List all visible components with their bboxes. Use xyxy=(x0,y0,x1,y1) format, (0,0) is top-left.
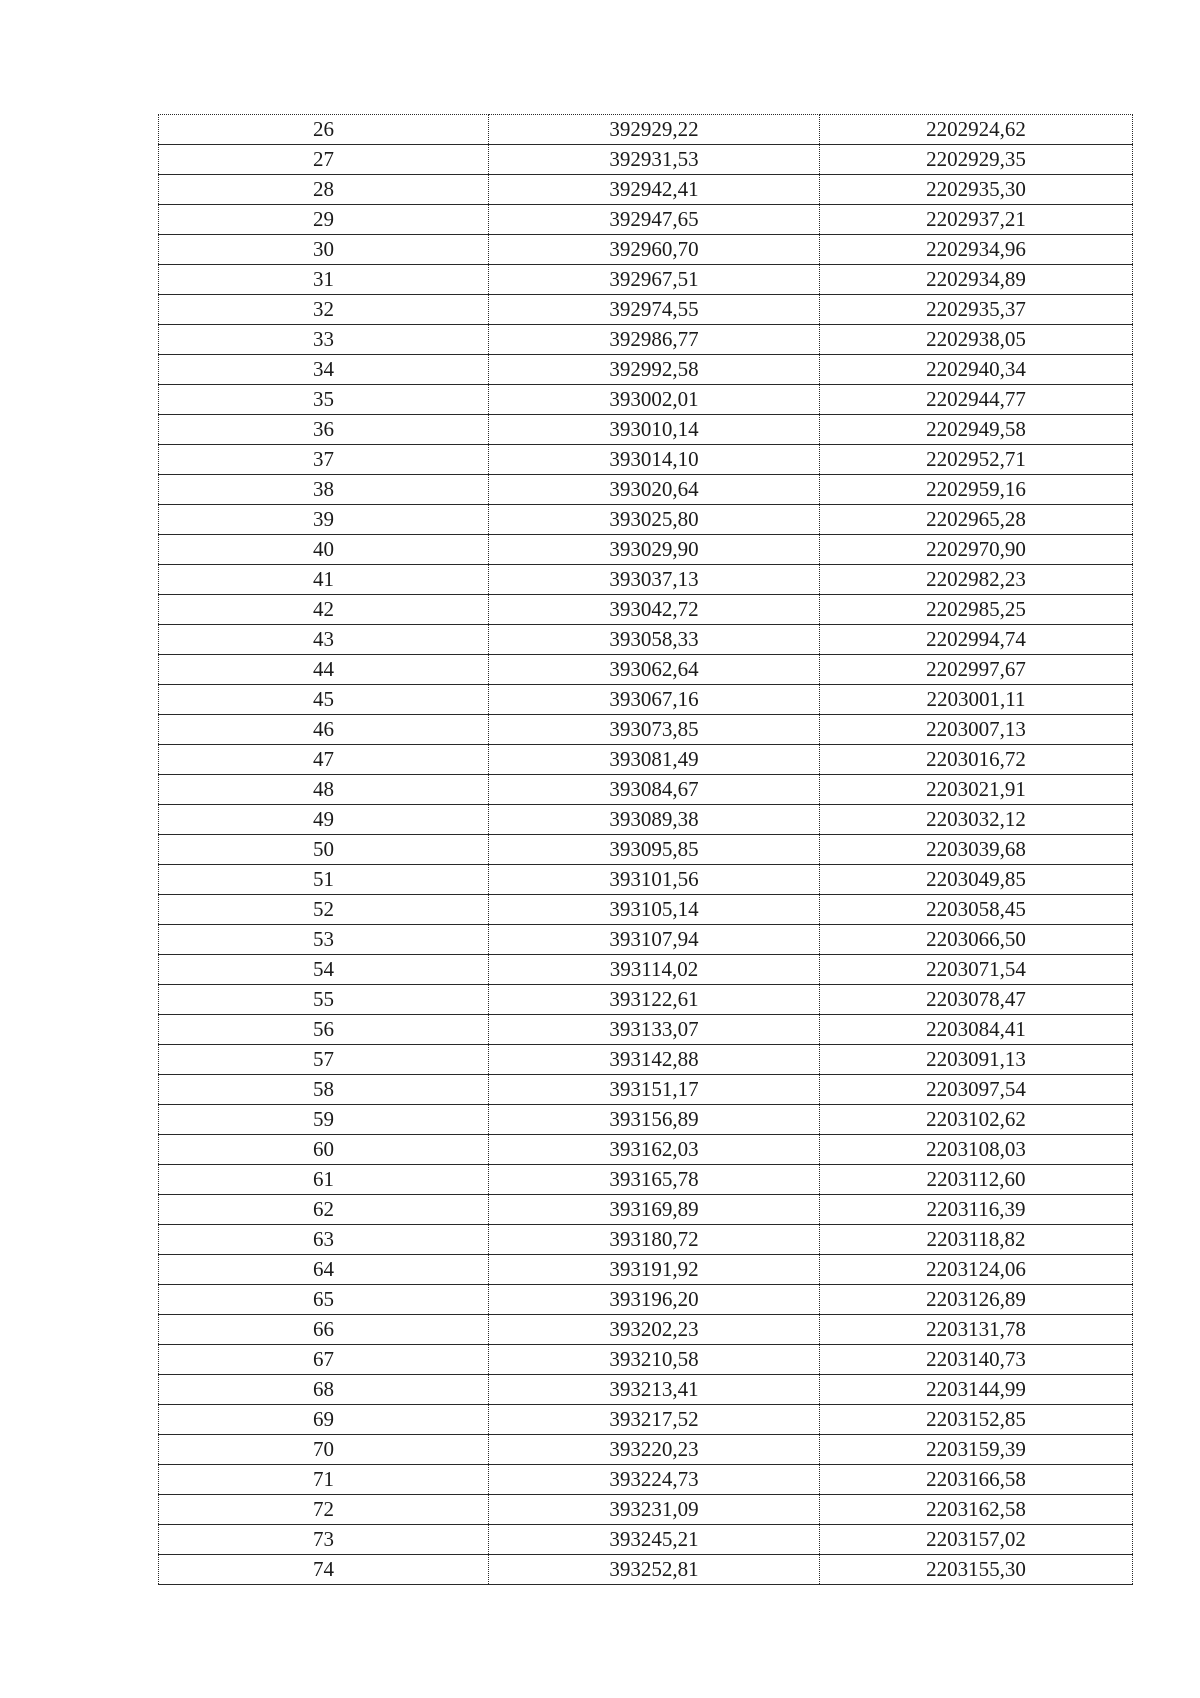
table-row xyxy=(159,175,1133,205)
y-coordinate-cell: 2203162,58 xyxy=(820,1495,1133,1525)
x-coordinate-cell: 393210,58 xyxy=(489,1345,820,1375)
point-number-cell: 30 xyxy=(159,235,489,265)
table-row xyxy=(159,805,1133,835)
table-row xyxy=(159,295,1133,325)
x-coordinate-cell: 393105,14 xyxy=(489,895,820,925)
table-row xyxy=(159,1075,1133,1105)
table-row xyxy=(159,745,1133,775)
table-row xyxy=(159,1495,1133,1525)
x-coordinate-cell: 393037,13 xyxy=(489,565,820,595)
y-coordinate-cell: 2203112,60 xyxy=(820,1165,1133,1195)
y-coordinate-cell: 2203124,06 xyxy=(820,1255,1133,1285)
table-row xyxy=(159,835,1133,865)
point-number-cell: 67 xyxy=(159,1345,489,1375)
x-coordinate-cell: 393156,89 xyxy=(489,1105,820,1135)
x-coordinate-cell: 393062,64 xyxy=(489,655,820,685)
point-number-cell: 37 xyxy=(159,445,489,475)
table-row xyxy=(159,655,1133,685)
x-coordinate-cell: 393020,64 xyxy=(489,475,820,505)
table-row xyxy=(159,385,1133,415)
table-row xyxy=(159,1345,1133,1375)
table-row xyxy=(159,1165,1133,1195)
table-row xyxy=(159,1315,1133,1345)
point-number-cell: 64 xyxy=(159,1255,489,1285)
point-number-cell: 69 xyxy=(159,1405,489,1435)
point-number-cell: 29 xyxy=(159,205,489,235)
y-coordinate-cell: 2202935,30 xyxy=(820,175,1133,205)
x-coordinate-cell: 393058,33 xyxy=(489,625,820,655)
x-coordinate-cell: 393220,23 xyxy=(489,1435,820,1465)
table-row xyxy=(159,1105,1133,1135)
table-row xyxy=(159,775,1133,805)
table-row xyxy=(159,595,1133,625)
x-coordinate-cell: 392960,70 xyxy=(489,235,820,265)
x-coordinate-cell: 393217,52 xyxy=(489,1405,820,1435)
y-coordinate-cell: 2203058,45 xyxy=(820,895,1133,925)
y-coordinate-cell: 2203021,91 xyxy=(820,775,1133,805)
x-coordinate-cell: 393162,03 xyxy=(489,1135,820,1165)
x-coordinate-cell: 393202,23 xyxy=(489,1315,820,1345)
x-coordinate-cell: 393114,02 xyxy=(489,955,820,985)
y-coordinate-cell: 2203097,54 xyxy=(820,1075,1133,1105)
table-row xyxy=(159,235,1133,265)
y-coordinate-cell: 2202959,16 xyxy=(820,475,1133,505)
point-number-cell: 34 xyxy=(159,355,489,385)
table-row xyxy=(159,625,1133,655)
point-number-cell: 62 xyxy=(159,1195,489,1225)
x-coordinate-cell: 392931,53 xyxy=(489,145,820,175)
y-coordinate-cell: 2203066,50 xyxy=(820,925,1133,955)
x-coordinate-cell: 392967,51 xyxy=(489,265,820,295)
y-coordinate-cell: 2203071,54 xyxy=(820,955,1133,985)
x-coordinate-cell: 393095,85 xyxy=(489,835,820,865)
y-coordinate-cell: 2203007,13 xyxy=(820,715,1133,745)
x-coordinate-cell: 393224,73 xyxy=(489,1465,820,1495)
table-row xyxy=(159,265,1133,295)
y-coordinate-cell: 2202935,37 xyxy=(820,295,1133,325)
coordinates-table xyxy=(158,114,1133,1585)
point-number-cell: 49 xyxy=(159,805,489,835)
table-row xyxy=(159,985,1133,1015)
table-row xyxy=(159,715,1133,745)
y-coordinate-cell: 2203118,82 xyxy=(820,1225,1133,1255)
point-number-cell: 72 xyxy=(159,1495,489,1525)
y-coordinate-cell: 2203078,47 xyxy=(820,985,1133,1015)
x-coordinate-cell: 393165,78 xyxy=(489,1165,820,1195)
point-number-cell: 59 xyxy=(159,1105,489,1135)
point-number-cell: 32 xyxy=(159,295,489,325)
y-coordinate-cell: 2203157,02 xyxy=(820,1525,1133,1555)
y-coordinate-cell: 2202938,05 xyxy=(820,325,1133,355)
y-coordinate-cell: 2202940,34 xyxy=(820,355,1133,385)
table-row xyxy=(159,865,1133,895)
table-row xyxy=(159,955,1133,985)
x-coordinate-cell: 393169,89 xyxy=(489,1195,820,1225)
y-coordinate-cell: 2203016,72 xyxy=(820,745,1133,775)
point-number-cell: 45 xyxy=(159,685,489,715)
table-row xyxy=(159,1525,1133,1555)
table-row xyxy=(159,685,1133,715)
x-coordinate-cell: 393067,16 xyxy=(489,685,820,715)
point-number-cell: 44 xyxy=(159,655,489,685)
y-coordinate-cell: 2202965,28 xyxy=(820,505,1133,535)
y-coordinate-cell: 2202997,67 xyxy=(820,655,1133,685)
table-row xyxy=(159,445,1133,475)
x-coordinate-cell: 393213,41 xyxy=(489,1375,820,1405)
y-coordinate-cell: 2202949,58 xyxy=(820,415,1133,445)
coordinates-table-body xyxy=(159,115,1133,1585)
point-number-cell: 54 xyxy=(159,955,489,985)
table-row xyxy=(159,115,1133,145)
table-row xyxy=(159,1225,1133,1255)
y-coordinate-cell: 2203108,03 xyxy=(820,1135,1133,1165)
point-number-cell: 56 xyxy=(159,1015,489,1045)
point-number-cell: 50 xyxy=(159,835,489,865)
point-number-cell: 73 xyxy=(159,1525,489,1555)
y-coordinate-cell: 2202924,62 xyxy=(820,115,1133,145)
point-number-cell: 48 xyxy=(159,775,489,805)
table-row xyxy=(159,1135,1133,1165)
y-coordinate-cell: 2203166,58 xyxy=(820,1465,1133,1495)
x-coordinate-cell: 393252,81 xyxy=(489,1555,820,1585)
point-number-cell: 65 xyxy=(159,1285,489,1315)
y-coordinate-cell: 2203049,85 xyxy=(820,865,1133,895)
y-coordinate-cell: 2203159,39 xyxy=(820,1435,1133,1465)
x-coordinate-cell: 393151,17 xyxy=(489,1075,820,1105)
y-coordinate-cell: 2202970,90 xyxy=(820,535,1133,565)
y-coordinate-cell: 2203131,78 xyxy=(820,1315,1133,1345)
y-coordinate-cell: 2202934,96 xyxy=(820,235,1133,265)
x-coordinate-cell: 393191,92 xyxy=(489,1255,820,1285)
y-coordinate-cell: 2203102,62 xyxy=(820,1105,1133,1135)
x-coordinate-cell: 392942,41 xyxy=(489,175,820,205)
point-number-cell: 66 xyxy=(159,1315,489,1345)
point-number-cell: 38 xyxy=(159,475,489,505)
point-number-cell: 71 xyxy=(159,1465,489,1495)
table-row xyxy=(159,325,1133,355)
point-number-cell: 41 xyxy=(159,565,489,595)
point-number-cell: 31 xyxy=(159,265,489,295)
x-coordinate-cell: 393042,72 xyxy=(489,595,820,625)
table-row xyxy=(159,1195,1133,1225)
table-row xyxy=(159,535,1133,565)
point-number-cell: 70 xyxy=(159,1435,489,1465)
table-row xyxy=(159,205,1133,235)
x-coordinate-cell: 393025,80 xyxy=(489,505,820,535)
point-number-cell: 46 xyxy=(159,715,489,745)
table-row xyxy=(159,1375,1133,1405)
table-row xyxy=(159,1285,1133,1315)
y-coordinate-cell: 2202982,23 xyxy=(820,565,1133,595)
y-coordinate-cell: 2202985,25 xyxy=(820,595,1133,625)
y-coordinate-cell: 2202937,21 xyxy=(820,205,1133,235)
x-coordinate-cell: 393180,72 xyxy=(489,1225,820,1255)
table-row xyxy=(159,1255,1133,1285)
x-coordinate-cell: 393002,01 xyxy=(489,385,820,415)
table-row xyxy=(159,925,1133,955)
point-number-cell: 28 xyxy=(159,175,489,205)
x-coordinate-cell: 393142,88 xyxy=(489,1045,820,1075)
x-coordinate-cell: 393029,90 xyxy=(489,535,820,565)
y-coordinate-cell: 2203091,13 xyxy=(820,1045,1133,1075)
x-coordinate-cell: 393245,21 xyxy=(489,1525,820,1555)
y-coordinate-cell: 2203039,68 xyxy=(820,835,1133,865)
point-number-cell: 47 xyxy=(159,745,489,775)
y-coordinate-cell: 2202929,35 xyxy=(820,145,1133,175)
y-coordinate-cell: 2203152,85 xyxy=(820,1405,1133,1435)
x-coordinate-cell: 393231,09 xyxy=(489,1495,820,1525)
point-number-cell: 74 xyxy=(159,1555,489,1585)
table-row xyxy=(159,505,1133,535)
point-number-cell: 42 xyxy=(159,595,489,625)
y-coordinate-cell: 2203032,12 xyxy=(820,805,1133,835)
point-number-cell: 68 xyxy=(159,1375,489,1405)
table-row xyxy=(159,1465,1133,1495)
table-row xyxy=(159,1405,1133,1435)
point-number-cell: 33 xyxy=(159,325,489,355)
x-coordinate-cell: 393073,85 xyxy=(489,715,820,745)
x-coordinate-cell: 393081,49 xyxy=(489,745,820,775)
x-coordinate-cell: 393122,61 xyxy=(489,985,820,1015)
x-coordinate-cell: 392992,58 xyxy=(489,355,820,385)
y-coordinate-cell: 2202952,71 xyxy=(820,445,1133,475)
point-number-cell: 60 xyxy=(159,1135,489,1165)
point-number-cell: 53 xyxy=(159,925,489,955)
point-number-cell: 63 xyxy=(159,1225,489,1255)
y-coordinate-cell: 2203116,39 xyxy=(820,1195,1133,1225)
point-number-cell: 61 xyxy=(159,1165,489,1195)
x-coordinate-cell: 393101,56 xyxy=(489,865,820,895)
y-coordinate-cell: 2203155,30 xyxy=(820,1555,1133,1585)
point-number-cell: 52 xyxy=(159,895,489,925)
x-coordinate-cell: 393196,20 xyxy=(489,1285,820,1315)
x-coordinate-cell: 392974,55 xyxy=(489,295,820,325)
x-coordinate-cell: 393089,38 xyxy=(489,805,820,835)
point-number-cell: 40 xyxy=(159,535,489,565)
point-number-cell: 43 xyxy=(159,625,489,655)
point-number-cell: 35 xyxy=(159,385,489,415)
table-row xyxy=(159,415,1133,445)
table-row xyxy=(159,1555,1133,1585)
x-coordinate-cell: 392929,22 xyxy=(489,115,820,145)
x-coordinate-cell: 392947,65 xyxy=(489,205,820,235)
table-row xyxy=(159,895,1133,925)
table-row xyxy=(159,1045,1133,1075)
y-coordinate-cell: 2203140,73 xyxy=(820,1345,1133,1375)
table-row xyxy=(159,1015,1133,1045)
table-row xyxy=(159,475,1133,505)
x-coordinate-cell: 393133,07 xyxy=(489,1015,820,1045)
point-number-cell: 55 xyxy=(159,985,489,1015)
y-coordinate-cell: 2203001,11 xyxy=(820,685,1133,715)
point-number-cell: 57 xyxy=(159,1045,489,1075)
x-coordinate-cell: 393014,10 xyxy=(489,445,820,475)
y-coordinate-cell: 2202994,74 xyxy=(820,625,1133,655)
y-coordinate-cell: 2203084,41 xyxy=(820,1015,1133,1045)
table-row xyxy=(159,355,1133,385)
y-coordinate-cell: 2202934,89 xyxy=(820,265,1133,295)
point-number-cell: 27 xyxy=(159,145,489,175)
point-number-cell: 26 xyxy=(159,115,489,145)
x-coordinate-cell: 393107,94 xyxy=(489,925,820,955)
point-number-cell: 51 xyxy=(159,865,489,895)
point-number-cell: 58 xyxy=(159,1075,489,1105)
point-number-cell: 36 xyxy=(159,415,489,445)
y-coordinate-cell: 2203144,99 xyxy=(820,1375,1133,1405)
table-row xyxy=(159,1435,1133,1465)
x-coordinate-cell: 393084,67 xyxy=(489,775,820,805)
x-coordinate-cell: 392986,77 xyxy=(489,325,820,355)
point-number-cell: 39 xyxy=(159,505,489,535)
y-coordinate-cell: 2202944,77 xyxy=(820,385,1133,415)
table-row xyxy=(159,145,1133,175)
y-coordinate-cell: 2203126,89 xyxy=(820,1285,1133,1315)
table-row xyxy=(159,565,1133,595)
x-coordinate-cell: 393010,14 xyxy=(489,415,820,445)
